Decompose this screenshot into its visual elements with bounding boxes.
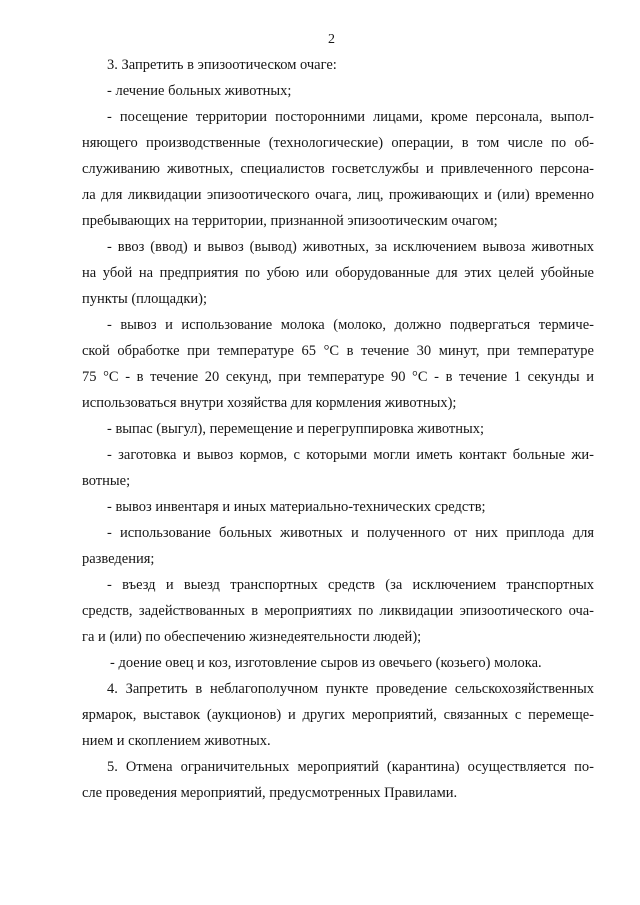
list-item-import-export bbox=[82, 234, 594, 312]
text-line: пункты (площадки); bbox=[82, 291, 208, 307]
text-line: ла для ликвидации эпизоотического очага, лиц, проживающих и (или) временно bbox=[82, 187, 594, 203]
list-item-milking bbox=[82, 650, 594, 676]
paragraph-3-prohibitions-heading bbox=[82, 52, 594, 78]
text-line: на убой на предприятия по убою или оборудованные для этих целей убойные bbox=[82, 265, 594, 281]
list-item-grazing bbox=[82, 416, 594, 442]
text-line: нием и скоплением животных. bbox=[82, 733, 271, 749]
text-line: - лечение больных животных; bbox=[107, 83, 292, 99]
text-line: 3. Запретить в эпизоотическом очаге: bbox=[107, 57, 337, 73]
list-item-inventory bbox=[82, 494, 594, 520]
text-line: средств, задействованных в мероприятиях по ликвидации эпизоотического оча- bbox=[82, 603, 594, 619]
text-line: 4. Запретить в неблагополучном пункте проведение сельскохозяйственных bbox=[107, 681, 594, 697]
list-item-feed bbox=[82, 442, 594, 494]
page-number: 2 bbox=[328, 32, 335, 47]
text-line: - ввоз (ввод) и вывоз (вывод) животных, за исключением вывоза животных bbox=[107, 239, 594, 255]
document-body bbox=[82, 52, 594, 806]
text-line: 5. Отмена ограничительных мероприятий (карантина) осуществляется по- bbox=[107, 759, 594, 775]
paragraph-5-quarantine-lifting bbox=[82, 754, 594, 806]
text-line: сле проведения мероприятий, предусмотренных Правилами. bbox=[82, 785, 458, 801]
text-line: - заготовка и вывоз кормов, с которыми могли иметь контакт больные жи- bbox=[107, 447, 594, 463]
text-line: - вывоз инвентаря и иных материально-технических средств; bbox=[107, 499, 486, 515]
list-item-visiting-territory bbox=[82, 104, 594, 234]
text-line: ярмарок, выставок (аукционов) и других мероприятий, связанных с перемеще- bbox=[82, 707, 594, 723]
paragraph-4-fairs bbox=[82, 676, 594, 754]
text-line: пребывающих на территории, признанной эпизоотическим очагом; bbox=[82, 213, 498, 229]
text-line: - вывоз и использование молока (молоко, должно подвергаться термиче- bbox=[107, 317, 594, 333]
text-line: использоваться внутри хозяйства для кормления животных); bbox=[82, 395, 457, 411]
text-line: - въезд и выезд транспортных средств (за исключением транспортных bbox=[107, 577, 594, 593]
list-item-treatment bbox=[82, 78, 594, 104]
list-item-breeding bbox=[82, 520, 594, 572]
text-line: - посещение территории посторонними лицами, кроме персонала, выпол- bbox=[107, 109, 594, 125]
text-line: разведения; bbox=[82, 551, 155, 567]
list-item-milk bbox=[82, 312, 594, 416]
text-line: - использование больных животных и полученного от них приплода для bbox=[107, 525, 594, 541]
text-line: - доение овец и коз, изготовление сыров из овечьего (козьего) молока. bbox=[110, 655, 542, 671]
list-item-vehicles bbox=[82, 572, 594, 650]
text-line: служиванию животных, специалистов госветслужбы и привлеченного персона- bbox=[82, 161, 594, 177]
text-line: няющего производственные (технологические) операции, в том числе по об- bbox=[82, 135, 594, 151]
text-line: ской обработке при температуре 65 °С в течение 30 минут, при температуре bbox=[82, 343, 594, 359]
text-line: га и (или) по обеспечению жизнедеятельности людей); bbox=[82, 629, 422, 645]
text-line: - выпас (выгул), перемещение и перегруппировка животных; bbox=[107, 421, 484, 437]
text-line: 75 °С - в течение 20 секунд, при температуре 90 °С - в течение 1 секунды и bbox=[82, 369, 594, 385]
text-line: вотные; bbox=[82, 473, 131, 489]
